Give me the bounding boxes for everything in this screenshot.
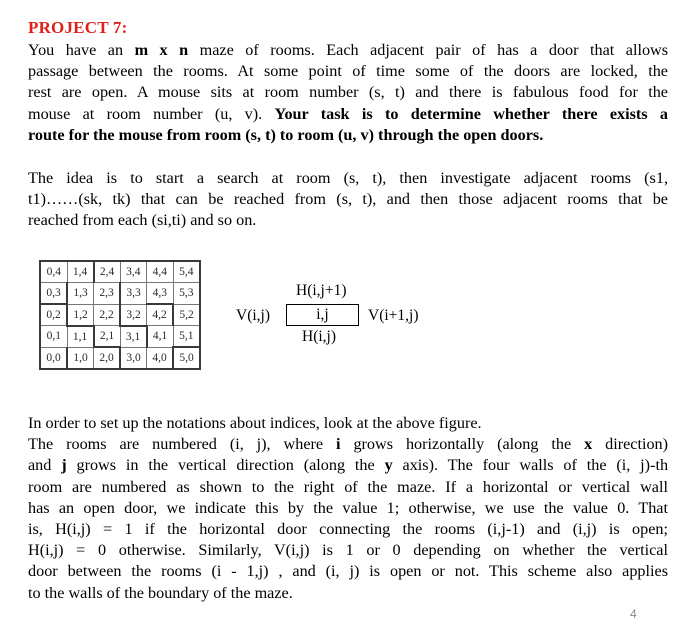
maze-row-1 [40,326,200,348]
maze-cell: 5,1 [173,326,200,348]
maze-cell: 4,0 [147,347,174,369]
wall-label-bottom: H(i,j) [302,328,337,345]
maze-cell: 5,2 [173,304,200,326]
maze-cell: 3,4 [120,261,147,283]
maze-cell: 0,3 [40,283,67,305]
idea-paragraph [28,168,668,232]
wall-label-top: H(i,j+1) [296,282,347,299]
maze-cell: 3,0 [120,347,147,369]
maze-row-4 [40,261,200,283]
maze-cell: 5,4 [173,261,200,283]
maze-cell: 1,2 [67,304,94,326]
maze-cell: 1,0 [67,347,94,369]
maze-cell: 5,3 [173,283,200,305]
maze-cell: 2,3 [94,283,121,305]
idea-line-1: The idea is to start a search at room (s, t), then investigate adjacent rooms (s1, [28,169,668,187]
idea-line-3: reached from each (si,ti) and so on. [28,211,257,230]
maze-grid [39,260,201,370]
task-statement-start: Your task is to determine whether there exists a [274,104,669,123]
notation-line-1: In order to set up the notations about indices, look at the above figure. [28,414,482,432]
page-number: 4 [630,607,637,621]
wall-label-right: V(i+1,j) [368,307,419,324]
wall-notation-diagram [236,282,456,352]
maze-row-2 [40,304,200,326]
idea-line-2: t1)……(sk, tk) that can be reached from (s, t), and then those adjacent rooms that be [28,190,668,209]
maze-cell: 2,4 [94,261,121,283]
notation-line-2: The rooms are numbered (i, j), where i grows horizontally (along the x direction) [28,435,669,454]
room-cell-box: i,j [286,304,359,326]
maze-cell: 3,2 [120,304,147,326]
intro-line-5 [28,125,668,146]
maze-cell: 0,2 [40,304,67,326]
maze-cell: 1,4 [67,261,94,283]
maze-row-3 [40,283,200,305]
intro-paragraph [28,40,668,146]
maze-cell: 3,1 [120,326,147,348]
maze-cell: 4,3 [147,283,174,305]
maze-cell: 4,2 [147,304,174,326]
maze-cell: 4,4 [147,261,174,283]
maze-cell: 1,3 [67,283,94,305]
notation-paragraph [28,413,668,604]
maze-cell: 3,3 [120,283,147,305]
notation-line-7: H(i,j) = 0 otherwise. Similarly, V(i,j) is 1 or 0 depending on whether the vertical [28,541,668,560]
maze-cell: 2,2 [94,304,121,326]
maze-cell: 1,1 [67,326,94,348]
notation-line-5: has an open door, we indicate this by the value 1; otherwise, we use the value 0. That [28,498,668,517]
notation-line-6: is, H(i,j) = 1 if the horizontal door connecting the rooms (i,j-1) and (i,j) is open; [28,520,668,539]
task-statement-end: route for the mouse from room (s, t) to room (u, v) through the open doors. [28,125,544,144]
notation-line-8: door between the rooms (i - 1,j) , and (i, j) is open or not. This scheme also applies [28,562,668,581]
maze-cell: 0,1 [40,326,67,348]
maze-row-0 [40,347,200,369]
intro-line-4: mouse at room number (u, v). Your task is to determine whether there exists a [28,104,669,123]
maze-cell: 5,0 [173,347,200,369]
intro-line-2: passage between the rooms. At some point of time some of the doors are locked, the [28,62,668,81]
project-title: PROJECT 7: [28,18,128,37]
notation-line-9: to the walls of the boundary of the maze. [28,583,293,602]
notation-line-4: room are numbered as shown to the right of the maze. If a horizontal or vertical wall [28,477,668,496]
notation-line-3: and j grows in the vertical direction (along the y axis). The four walls of the (i, j)-th [28,456,669,475]
maze-cell: 4,1 [147,326,174,348]
maze-cell: 2,0 [94,347,121,369]
maze-cell: 0,4 [40,261,67,283]
intro-line-3: rest are open. A mouse sits at room number (s, t) and there is fabulous food for the [28,83,668,102]
maze-dimensions: m x n [134,41,189,59]
maze-cell: 2,1 [94,326,121,348]
wall-label-left: V(i,j) [236,307,271,324]
maze-cell: 0,0 [40,347,67,369]
intro-line-1: You have an m x n maze of rooms. Each adjacent pair of has a door that allows [28,41,669,59]
